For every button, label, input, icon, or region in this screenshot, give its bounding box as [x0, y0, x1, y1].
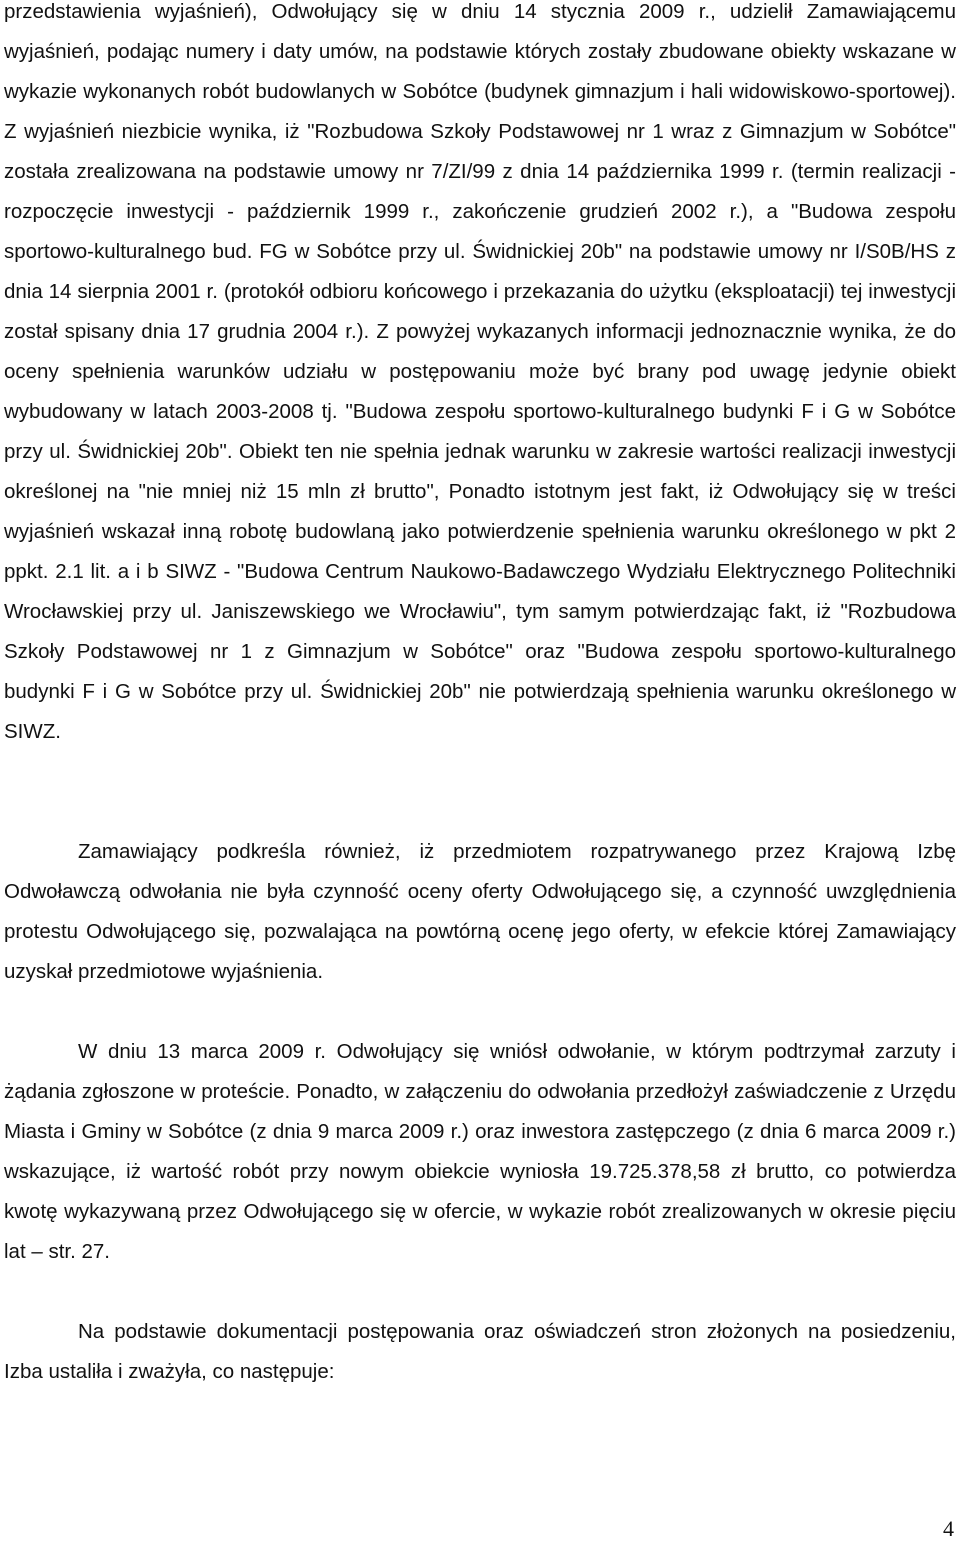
paragraph-appeal: W dniu 13 marca 2009 r. Odwołujący się wniósł odwołanie, w którym podtrzymał zarzuty i żądania zgłoszone w proteście. Ponadto, w załączeniu do odwołania przedłożył zaświadczenie z Urzędu Miasta i Gminy w Sobótce (z dnia 9 marca 2009 r.) oraz inwestora zastępczego (z dnia 6 marca 2009 r.) wskazujące, iż wartość robót przy nowym obiekcie wyniosła 19.725.378,58 zł brutto, co potwierdza kwotę wykazywaną przez Odwołującego się w ofercie, w wykazie robót zrealizowanych w okresie pięciu lat – str. 27.: [4, 1040, 956, 1263]
page-number: 4: [943, 1516, 954, 1541]
paragraph-explanations: przedstawienia wyjaśnień), Odwołujący się w dniu 14 stycznia 2009 r., udzielił Zamawiającemu wyjaśnień, podając numery i daty umów, na podstawie których zostały zbudowane obiekty wskazane w wykazie wykonanych robót budowlanych w Sobótce (budynek gimnazjum i hali widowiskowo-sportowej). Z wyjaśnień niezbicie wynika, iż "Rozbudowa Szkoły Podstawowej nr 1 wraz z Gimnazjum w Sobótce" została zrealizowana na podstawie umowy nr 7/ZI/99 z dnia 14 października 1999 r. (termin realizacji - rozpoczęcie inwestycji - październik 1999 r., zakończenie grudzień 2002 r.), a "Budowa zespołu sportowo-kulturalnego bud. FG w Sobótce przy ul. Świdnickiej 20b" na podstawie umowy nr I/S0B/HS z dnia 14 sierpnia 2001 r. (protokół odbioru końcowego i przekazania do użytku (eksploatacji) tej inwestycji został spisany dnia 17 grudnia 2004 r.). Z powyżej wykazanych informacji jednoznacznie wynika, że do oceny spełnienia warunków udziału w postępowaniu może być brany pod uwagę jedynie obiekt wybudowany w latach 2003-2008 tj. "Budowa zespołu sportowo-kulturalnego budynki F i G w Sobótce przy ul. Świdnickiej 20b". Obiekt ten nie spełnia jednak warunku w zakresie wartości realizacji inwestycji określonej na "nie mniej niż 15 mln zł brutto", Ponadto istotnym jest fakt, iż Odwołujący się w treści wyjaśnień wskazał inną robotę budowlaną jako potwierdzenie spełnienia warunku określonego w pkt 2 ppkt. 2.1 lit. a i b SIWZ - "Budowa Centrum Naukowo-Badawczego Wydziału Elektrycznego Politechniki Wrocławskiej przy ul. Janiszewskiego we Wrocławiu", tym samym potwierdzając fakt, iż "Rozbudowa Szkoły Podstawowej nr 1 z Gimnazjum w Sobótce" oraz "Budowa zespołu sportowo-kulturalnego budynki F i G w Sobótce przy ul. Świdnickiej 20b" nie potwierdzają spełnienia warunku określonego w SIWZ.: [4, 0, 956, 743]
paragraph-findings: Na podstawie dokumentacji postępowania oraz oświadczeń stron złożonych na posiedzeniu, Izba ustaliła i zważyła, co następuje:: [4, 1320, 956, 1383]
paragraph-contracting-authority: Zamawiający podkreśla również, iż przedmiotem rozpatrywanego przez Krajową Izbę Odwoławczą odwołania nie była czynność oceny oferty Odwołującego się, a czynność uwzględnienia protestu Odwołującego się, pozwalająca na powtórną ocenę jego oferty, w efekcie której Zamawiający uzyskał przedmiotowe wyjaśnienia.: [4, 840, 956, 983]
